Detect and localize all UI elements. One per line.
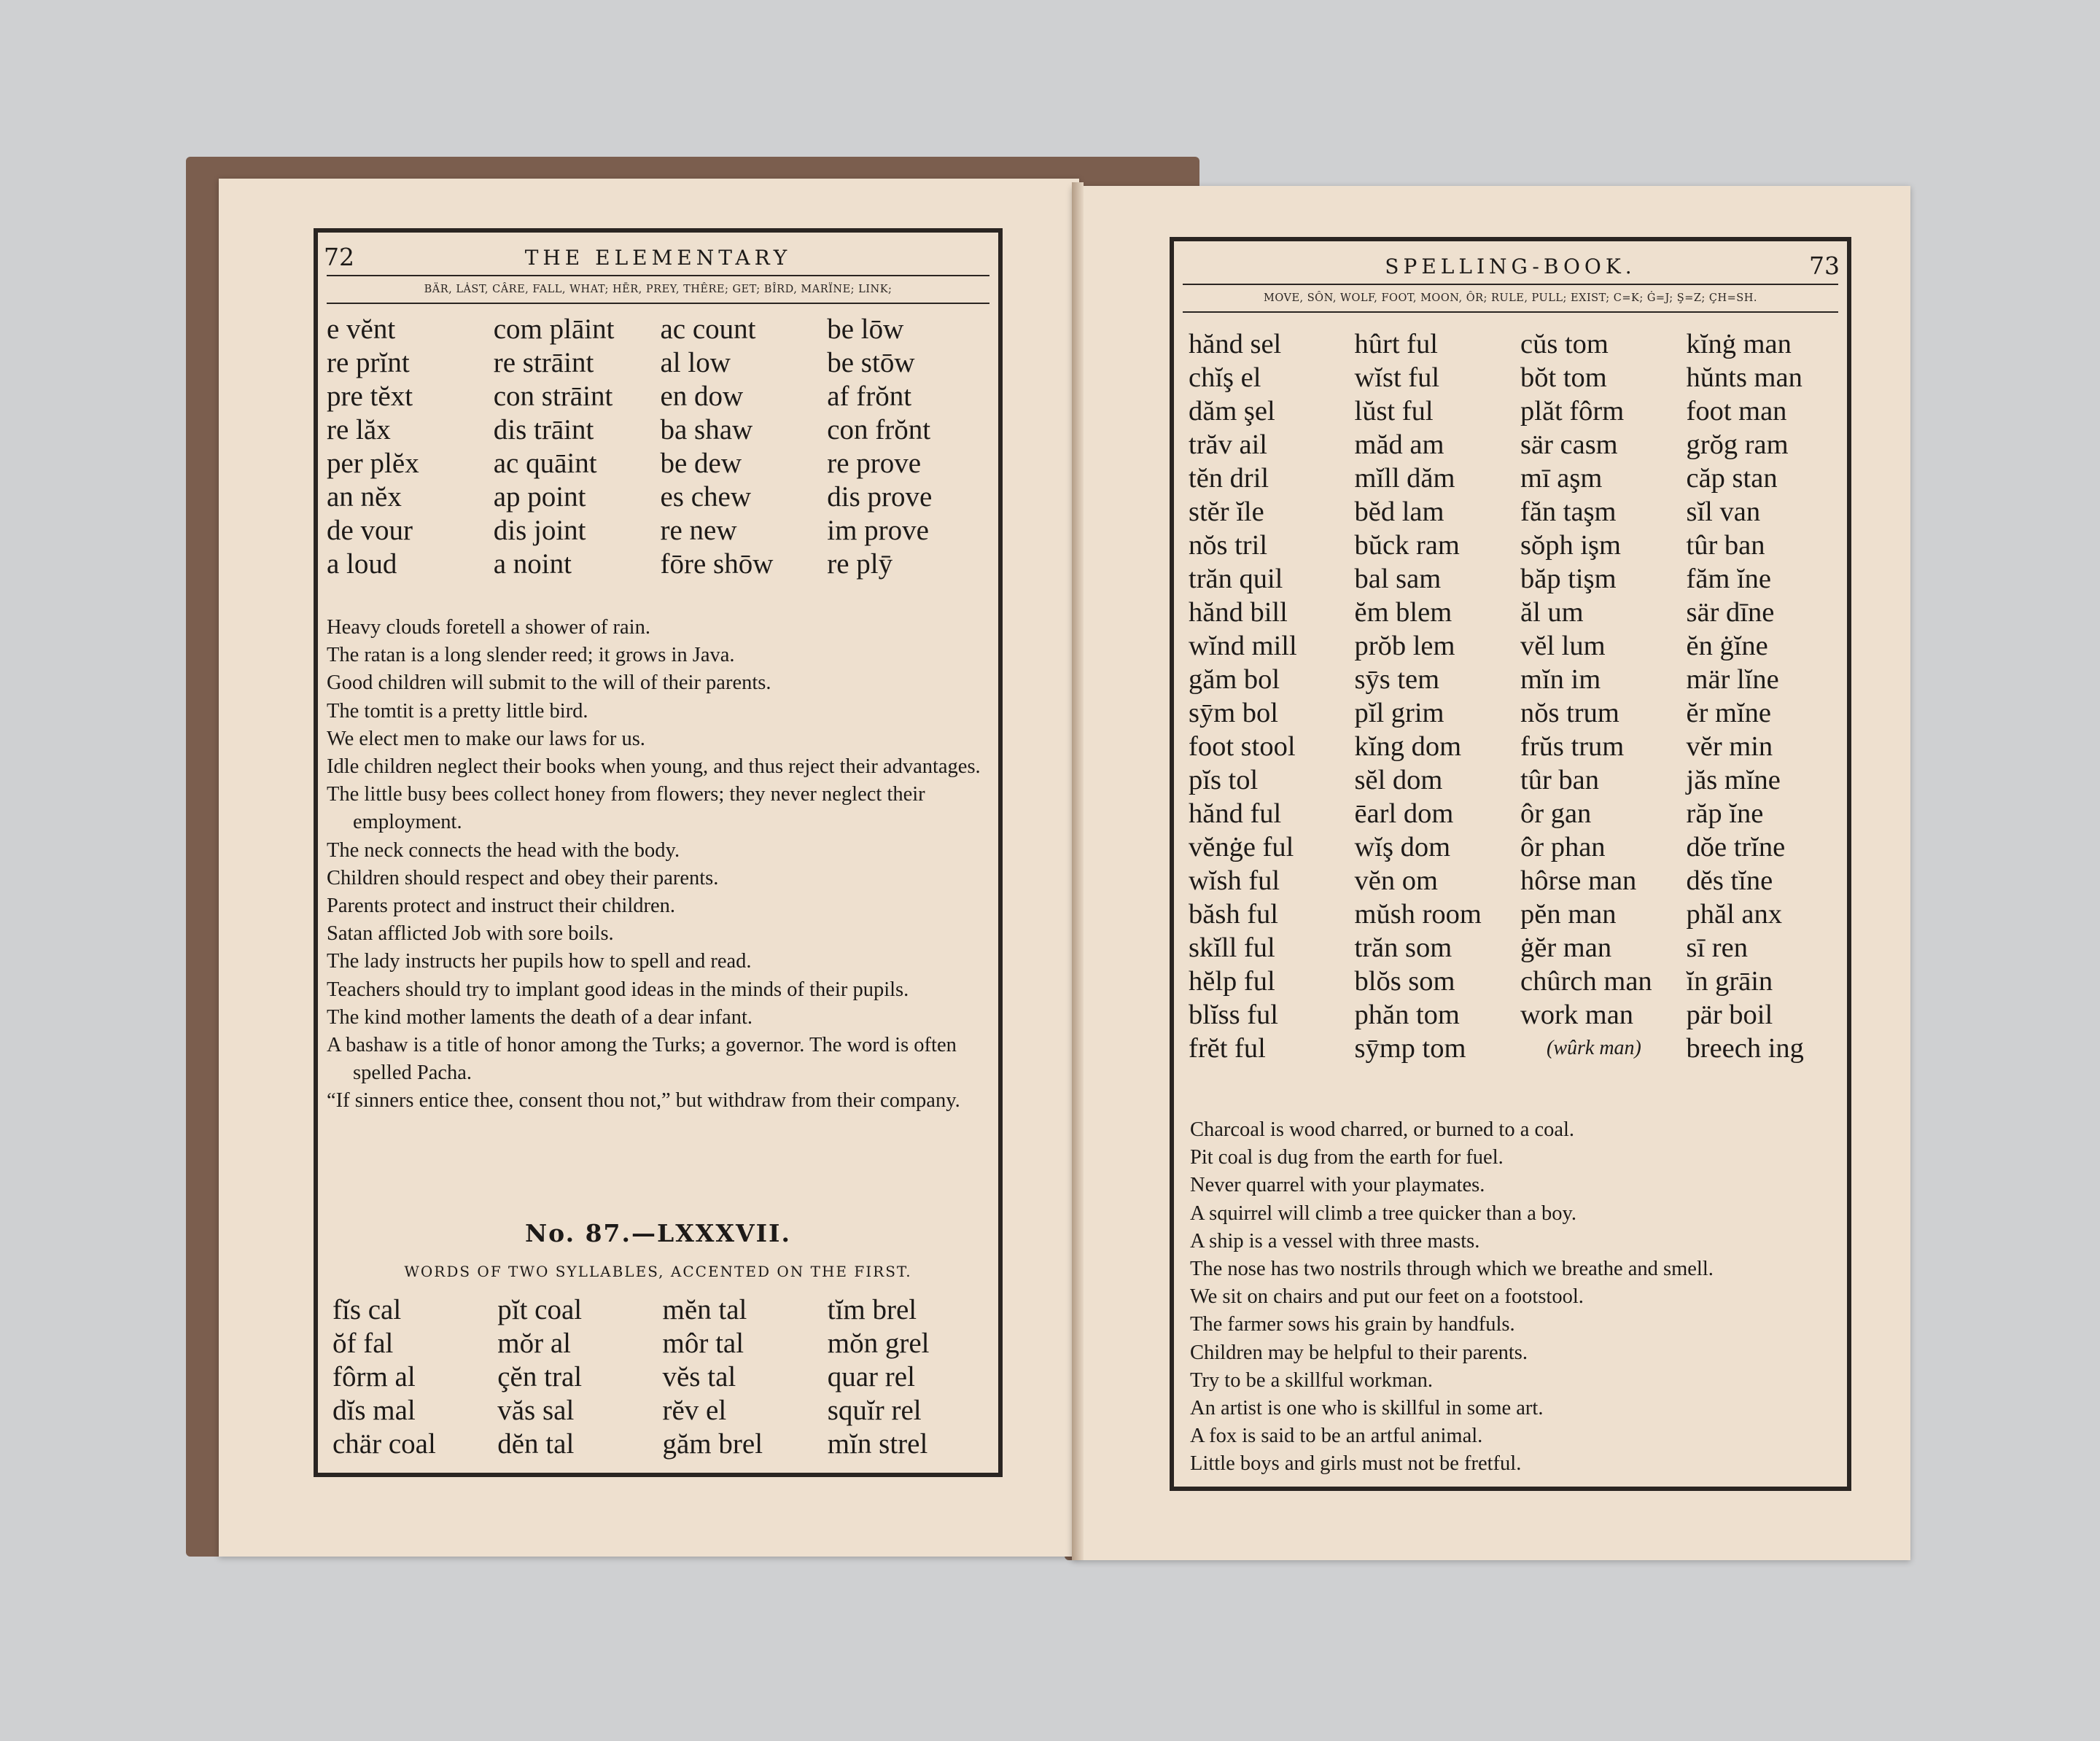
spelling-word: (wûrk man): [1547, 1037, 1641, 1059]
spelling-word: kĭng dom: [1354, 731, 1462, 762]
spelling-word: sär dīne: [1686, 597, 1775, 628]
spelling-word: al low: [660, 347, 731, 378]
sentence: A ship is a vessel with three masts.: [1190, 1229, 1480, 1253]
spelling-word: sȳs tem: [1354, 664, 1440, 695]
spelling-word: sī ren: [1686, 932, 1748, 963]
spelling-word: ac count: [660, 313, 756, 345]
spelling-word: trăn som: [1354, 932, 1452, 963]
spelling-word: fōre shōw: [660, 548, 774, 580]
lesson-word: quar rel: [827, 1361, 915, 1393]
spelling-word: mŭsh room: [1354, 899, 1482, 930]
spelling-word: bŏt tom: [1520, 362, 1607, 393]
spelling-word: a loud: [327, 548, 397, 580]
sentence: Pit coal is dug from the earth for fuel.: [1190, 1146, 1504, 1169]
spelling-word: af frŏnt: [827, 381, 912, 412]
lesson-word: ŏf fal: [332, 1328, 394, 1359]
spelling-word: frŭs trum: [1520, 731, 1625, 762]
spelling-word: jăs mĭne: [1686, 765, 1781, 795]
spelling-word: stĕr ĭle: [1189, 496, 1264, 527]
spelling-word: vĕnġe ful: [1189, 832, 1294, 862]
lesson-word: çĕn tral: [497, 1361, 583, 1393]
spelling-word: chûrch man: [1520, 966, 1652, 997]
spelling-word: con frŏnt: [827, 414, 931, 445]
spelling-word: com plāint: [493, 313, 615, 345]
spelling-word: sȳmp tom: [1354, 1033, 1466, 1064]
spelling-word: hănd sel: [1189, 329, 1282, 359]
spelling-word: breech ing: [1686, 1033, 1804, 1064]
sentence: Children may be helpful to their parents.: [1190, 1341, 1528, 1364]
sentence: Children should respect and obey their parents.: [327, 866, 719, 889]
spelling-word: pĭs tol: [1189, 765, 1259, 795]
left-running-header: [318, 233, 998, 275]
lesson-word: mĕn tal: [662, 1294, 747, 1325]
spelling-word: băp tişm: [1520, 564, 1617, 594]
spelling-word: skĭll ful: [1189, 932, 1275, 963]
spelling-word: bal sam: [1354, 564, 1442, 594]
lesson-word: mŏn grel: [827, 1328, 930, 1359]
spelling-word: chĭş el: [1189, 362, 1261, 393]
spelling-word: sĭl van: [1686, 496, 1761, 527]
spelling-word: pĕn man: [1520, 899, 1617, 930]
spelling-word: bŭck ram: [1354, 530, 1460, 561]
spelling-word: foot stool: [1189, 731, 1296, 762]
spelling-word: kĭnġ man: [1686, 329, 1792, 359]
spelling-word: bĕd lam: [1354, 496, 1444, 527]
sentence: A bashaw is a title of honor among the Turks; a governor. The word is often spelled Pacha.: [327, 1034, 957, 1085]
spelling-word: vĕn om: [1354, 865, 1438, 896]
spelling-word: es chew: [660, 481, 752, 513]
spelling-word: sȳm bol: [1189, 698, 1279, 728]
spelling-word: dăm şel: [1189, 396, 1275, 427]
spelling-word: hĕlp ful: [1189, 966, 1275, 997]
spelling-word: mĭll dăm: [1354, 463, 1455, 494]
page-number: 72: [324, 243, 354, 271]
spelling-word: re prĭnt: [327, 347, 410, 378]
sentence: An artist is one who is skillful in some art.: [1190, 1397, 1544, 1420]
sentence: We elect men to make our laws for us.: [327, 727, 645, 750]
spelling-word: trăv ail: [1189, 429, 1267, 460]
spelling-word: hŭnts man: [1686, 362, 1802, 393]
sentence: Teachers should try to implant good ideas in the minds of their pupils.: [327, 978, 909, 1001]
right-running-header: [1174, 241, 1847, 284]
spelling-word: răp ĭne: [1686, 798, 1764, 829]
spelling-word: ăl um: [1520, 597, 1584, 628]
sentence: The neck connects the head with the body.: [327, 838, 680, 862]
page-number: 73: [1809, 252, 1840, 280]
spelling-word: phăn tom: [1354, 1000, 1460, 1030]
spelling-word: mär lĭne: [1686, 664, 1779, 695]
spelling-word: con strāint: [493, 381, 613, 412]
spelling-word: frĕt ful: [1189, 1033, 1266, 1064]
spelling-word: foot man: [1686, 396, 1787, 427]
spelling-word: băsh ful: [1189, 899, 1278, 930]
spelling-word: re new: [660, 515, 737, 546]
spelling-word: vĕl lum: [1520, 631, 1606, 661]
spelling-word: făn taşm: [1520, 496, 1617, 527]
spelling-word: căp stan: [1686, 463, 1778, 494]
spelling-word: phăl anx: [1686, 899, 1782, 930]
sentence: Little boys and girls must not be fretful.: [1190, 1452, 1522, 1476]
spelling-word: dŏe trĭne: [1686, 832, 1786, 862]
sentence: The tomtit is a pretty little bird.: [327, 699, 588, 723]
spelling-word: wĭst ful: [1354, 362, 1440, 393]
spelling-word: ġĕr man: [1520, 932, 1612, 963]
spelling-word: wĭş dom: [1354, 832, 1451, 862]
lesson-subtitle: WORDS OF TWO SYLLABLES, ACCENTED ON THE FIRST.: [404, 1263, 912, 1280]
spelling-word: wĭsh ful: [1189, 865, 1280, 896]
sentence: Good children will submit to the will of their parents.: [327, 671, 771, 695]
spelling-word: prŏb lem: [1354, 631, 1455, 661]
spelling-word: sĕl dom: [1354, 765, 1443, 795]
spelling-word: blŏs som: [1354, 966, 1455, 997]
spelling-word: plăt fôrm: [1520, 396, 1625, 427]
spelling-word: tûr ban: [1520, 765, 1599, 795]
sentence: The farmer sows his grain by handfuls.: [1190, 1313, 1515, 1336]
lesson-word-grid: [332, 1293, 985, 1461]
lesson-word: rĕv el: [662, 1395, 727, 1426]
spelling-word: pär boil: [1686, 1000, 1773, 1030]
reading-sentences: [1190, 1116, 1850, 1479]
spelling-word: ac quāint: [493, 448, 597, 479]
left-page-frame: [314, 228, 1003, 1477]
lesson-word: môr tal: [662, 1328, 744, 1359]
sentence: We sit on chairs and put our feet on a footstool.: [1190, 1285, 1584, 1309]
spelling-word: ba shaw: [660, 414, 753, 445]
sentence: The little busy bees collect honey from flowers; they never neglect their employment.: [327, 783, 925, 834]
spelling-word: re lăx: [327, 414, 391, 445]
sentence: Never quarrel with your playmates.: [1190, 1174, 1485, 1197]
spelling-word: nŏs trum: [1520, 698, 1619, 728]
spelling-word: nŏs tril: [1189, 530, 1268, 561]
spelling-word: grŏg ram: [1686, 429, 1789, 460]
spelling-word: e vĕnt: [327, 313, 396, 345]
sentence: Try to be a skillful workman.: [1190, 1368, 1434, 1392]
spelling-word: dis prove: [827, 481, 933, 513]
spelling-word: pĭl grim: [1354, 698, 1444, 728]
spelling-word: de vour: [327, 515, 413, 546]
spelling-word: en dow: [660, 381, 744, 412]
sentence: A squirrel will climb a tree quicker than a boy.: [1190, 1201, 1576, 1225]
lesson-word: văs sal: [497, 1395, 575, 1426]
sentence: Idle children neglect their books when young, and thus reject their advantages.: [327, 755, 981, 779]
spelling-word: work man: [1520, 1000, 1634, 1030]
spelling-word: ĕm blem: [1354, 597, 1452, 628]
running-head: SPELLING-BOOK.: [1385, 254, 1636, 279]
spelling-word: mĭn im: [1520, 664, 1601, 695]
spelling-word: hûrt ful: [1354, 329, 1438, 359]
running-head: THE ELEMENTARY: [524, 246, 792, 270]
spelling-word: be lōw: [827, 313, 904, 345]
lesson-word: mĭn strel: [827, 1428, 928, 1460]
lesson-word: squĭr rel: [827, 1395, 922, 1426]
spelling-word: ēarl dom: [1354, 798, 1454, 829]
spelling-word: ôr gan: [1520, 798, 1592, 829]
spelling-word: dis trāint: [493, 414, 594, 445]
sentence: Heavy clouds foretell a shower of rain.: [327, 616, 650, 639]
spelling-word: sŏph işm: [1520, 530, 1621, 561]
reading-sentences: [327, 614, 998, 1115]
sentence: The nose has two nostrils through which we breathe and smell.: [1190, 1258, 1714, 1281]
lesson-word: vĕs tal: [662, 1361, 736, 1393]
spelling-word: ĕr mĭne: [1686, 698, 1772, 728]
spelling-word: wĭnd mill: [1189, 631, 1297, 661]
spelling-word: hănd bill: [1189, 597, 1288, 628]
spelling-word-grid: [1189, 327, 1845, 1065]
spelling-word: măd am: [1354, 429, 1444, 460]
spelling-word: an nĕx: [327, 481, 402, 513]
lesson-word: pĭt coal: [497, 1294, 583, 1325]
spelling-word: mī aşm: [1520, 463, 1603, 494]
spelling-word-grid: [327, 313, 987, 581]
sentence: A fox is said to be an artful animal.: [1190, 1425, 1483, 1448]
pronunciation-key: MOVE, SÔN, WOLF, FOOT, MOON, ÔR; RULE, PULL; EXIST; C=K; Ġ=J; Ş=Z; ÇH=SH.: [1183, 284, 1838, 313]
book-gutter: [1072, 182, 1084, 1560]
lesson-word: mŏr al: [497, 1328, 571, 1359]
spelling-word: ĕn ġĭne: [1686, 631, 1768, 661]
sentence: The lady instructs her pupils how to spell and read.: [327, 950, 752, 973]
spelling-word: vĕr min: [1686, 731, 1773, 762]
spelling-word: ôr phan: [1520, 832, 1606, 862]
lesson-word: fôrm al: [332, 1361, 416, 1393]
spelling-word: lŭst ful: [1354, 396, 1434, 427]
sentence: The kind mother laments the death of a dear infant.: [327, 1005, 753, 1029]
spelling-word: a noint: [493, 548, 572, 580]
spelling-word: blĭss ful: [1189, 1000, 1279, 1030]
spelling-word: im prove: [827, 515, 929, 546]
lesson-word: tĭm brel: [827, 1294, 917, 1325]
spelling-word: dĕs tĭne: [1686, 865, 1773, 896]
spelling-word: cŭs tom: [1520, 329, 1609, 359]
spelling-word: per plĕx: [327, 448, 419, 479]
spelling-word: be stōw: [827, 347, 915, 378]
spelling-word: sär casm: [1520, 429, 1618, 460]
spelling-word: tûr ban: [1686, 530, 1765, 561]
lesson-word: dĕn tal: [497, 1428, 575, 1460]
lesson-word: fĭs cal: [332, 1294, 402, 1325]
pronunciation-key: BÄR, LȦST, CÂRE, FALL, WHAT; HĒR, PREY, THÊRE; GET; BÎRD, MARÏNE; LINK;: [327, 275, 989, 304]
right-page-frame: [1170, 237, 1851, 1491]
spelling-word: re prove: [827, 448, 922, 479]
spelling-word: pre tĕxt: [327, 381, 413, 412]
lesson-title: No. 87.—LXXXVII.: [525, 1219, 791, 1247]
spelling-word: hôrse man: [1520, 865, 1637, 896]
sentence: Satan afflicted Job with sore boils.: [327, 922, 614, 946]
spelling-word: re strāint: [493, 347, 594, 378]
spelling-word: găm bol: [1189, 664, 1280, 695]
spelling-word: hănd ful: [1189, 798, 1282, 829]
spelling-word: ap point: [493, 481, 586, 513]
spelling-word: tĕn dril: [1189, 463, 1269, 494]
spelling-word: re plȳ: [827, 548, 893, 580]
sentence: Charcoal is wood charred, or burned to a coal.: [1190, 1118, 1575, 1141]
spelling-word: be dew: [660, 448, 742, 479]
lesson-word: găm brel: [662, 1428, 763, 1460]
sentence: Parents protect and instruct their children.: [327, 895, 676, 918]
spelling-word: ĭn grāin: [1686, 966, 1773, 997]
spelling-word: făm ĭne: [1686, 564, 1772, 594]
sentence: The ratan is a long slender reed; it grows in Java.: [327, 644, 735, 667]
spelling-word: trăn quil: [1189, 564, 1283, 594]
sentence: “If sinners entice thee, consent thou not,” but withdraw from their company.: [327, 1089, 960, 1113]
lesson-word: dĭs mal: [332, 1395, 416, 1426]
spelling-word: dis joint: [493, 515, 586, 546]
lesson-word: chär coal: [332, 1428, 436, 1460]
